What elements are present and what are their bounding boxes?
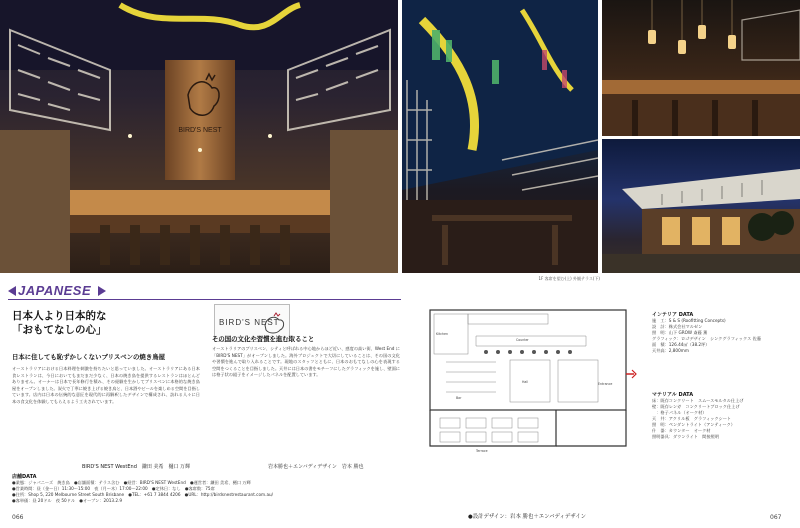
material-data-row: 天 井：アクリル板 グラフィックシート	[652, 416, 732, 421]
category-label: JAPANESE	[18, 283, 92, 298]
svg-text:BIRD'S NEST: BIRD'S NEST	[178, 127, 222, 134]
article-title-line-2: 「おもてなしの心」	[12, 324, 107, 336]
page-number-left: 066	[12, 514, 24, 521]
terrace-ceiling-artwork-photo	[402, 0, 598, 273]
signature-1: BIRD'S NEST WestEnd 鎌田 美希 樋口 万輝	[82, 464, 191, 470]
plan-label-counter: Counter	[516, 338, 529, 342]
article-title	[12, 309, 107, 337]
page-number-right: 067	[770, 514, 782, 521]
material-data-row: ：格子パネル（オーク材）	[652, 410, 707, 415]
subhead-2: その国の文化や習慣を進む取ること	[212, 335, 315, 343]
photo-caption: 1F 客席を望む(上) 外観テラス(下)	[538, 276, 600, 281]
interior-data-title: インテリア DATA	[652, 312, 694, 318]
subhead-1: 日本に住しても恥ずかしくないブリスベンの焼き鳥屋	[12, 353, 165, 361]
category-left-arrow-icon	[8, 286, 16, 296]
plan-label-terrace: Terrace	[476, 449, 488, 453]
store-data-row: ●住所：Shop 5, 220 Melbourne Street South Brisbane ●TEL：+61 7 3844 4206 ●URL：http://birdsnestrestaurant.com.au/	[12, 492, 274, 497]
material-data	[652, 392, 792, 440]
interior-data-row: 照 明：山下 GROW 斎藤 薫	[652, 330, 708, 335]
interior-data-row: 天井高：2,800mm	[652, 348, 689, 353]
store-data-row: ●営業時間：昼（金〜日）11:30〜15:00 夜（月〜木）17:00〜22:00 ●定休日：なし ●客席数：75席	[12, 486, 215, 491]
interior-data	[652, 312, 792, 354]
plan-label-bar: Bar	[456, 396, 462, 400]
interior-data-row: 面 積：126.44㎡（38.2坪）	[652, 342, 710, 347]
plan-label-hall: Hall	[522, 380, 529, 384]
design-credit: ●設計デザイン：岩本 勝也＋エンバディデザイン	[468, 514, 587, 520]
plan-label-kitchen: Kitchen	[436, 332, 448, 336]
floor-plan	[426, 296, 640, 492]
material-data-row: 床：既存コンクリート スムースモルタル仕上げ	[652, 398, 744, 403]
store-data	[12, 474, 394, 508]
material-data-row: 照 明：ペンダントライト（アンティーク）	[652, 422, 735, 427]
interior-data-row: 施 工：S & S (Roofitting Concepts)	[652, 318, 726, 323]
store-data-row: ●客単価：昼 20ドル 夜 50ドル ●オープン：2013.2.9	[12, 498, 123, 503]
material-data-row: 照明器具：ダウンライト 間接照明	[652, 434, 719, 439]
material-data-row: 壁：既存レンガ コンクリートブロック仕上げ	[652, 404, 740, 409]
body-column-1: オーストラリアにおける日本料理を刺激を持ちたいと思っていました。オーストラリアにある日本食レストランは、今日においてもまだまだ少なく、日本の焼き鳥を提供するレストランはほとんどありません。オーナーは日本で長年修行を積み、その経験を生かしてブリスベンに本格的な焼き鳥屋をオープンしました。炭火で丁寧に焼き上げる焼き鳥と、日本酒やビールを楽しめる空間を目指しています。店内は日本の伝統的な意匠を現代的に再解釈したデザインで構成され、訪れる人々に日本の食文化を体験してもらえるよう工夫されています。	[12, 366, 200, 404]
category-rule	[8, 299, 401, 300]
material-data-title: マテリアル DATA	[652, 392, 694, 398]
article-title-line-1: 日本人より日本的な	[12, 310, 107, 322]
restaurant-interior-photo	[0, 0, 398, 273]
store-data-title: 店舗DATA	[12, 474, 37, 480]
category-right-arrow-icon	[98, 286, 106, 296]
exterior-night-photo	[602, 139, 800, 273]
body-column-2: オーストラリアのブリスベン、シティと呼ばれる中心地からほど近い、感度の高い街、West End に「BIRD'S NEST」がオープンしました。海外プロジェクトで大切にしていることは、その国の文化や習慣を進んで取り入れることです。現地のスタッフとともに、日本のおもてなしの心を表現する空間をつくることを目指しました。天井には日本の書をモチーフにしたグラフィックを施し、壁面には格子状の組子をイメージしたパネルを配置しています。	[212, 346, 400, 378]
interior-data-row: 設 計：株式会社マルゼン	[652, 324, 703, 329]
store-logo-text: BIRD'S NEST	[219, 318, 280, 327]
plan-label-entrance: Entrance	[598, 382, 613, 386]
material-data-row: 什 器：カウンター オーク材	[652, 428, 711, 433]
store-data-row: ●業態：ジャパニーズ 焼き鳥 ●店舗面積：テラス含む ●経営：BIRD'S NEST WestEnd ●運営者：鎌田 美希、樋口 万輝	[12, 480, 251, 485]
bar-counter-pendant-lights-photo	[602, 0, 800, 136]
interior-data-row: グラフィック：ロゴデザイン シンクグラフィックス 佐藤	[652, 336, 762, 341]
signature-2: 岩本勝也＋エンバディデザイン 岩本 勝也	[268, 464, 364, 470]
